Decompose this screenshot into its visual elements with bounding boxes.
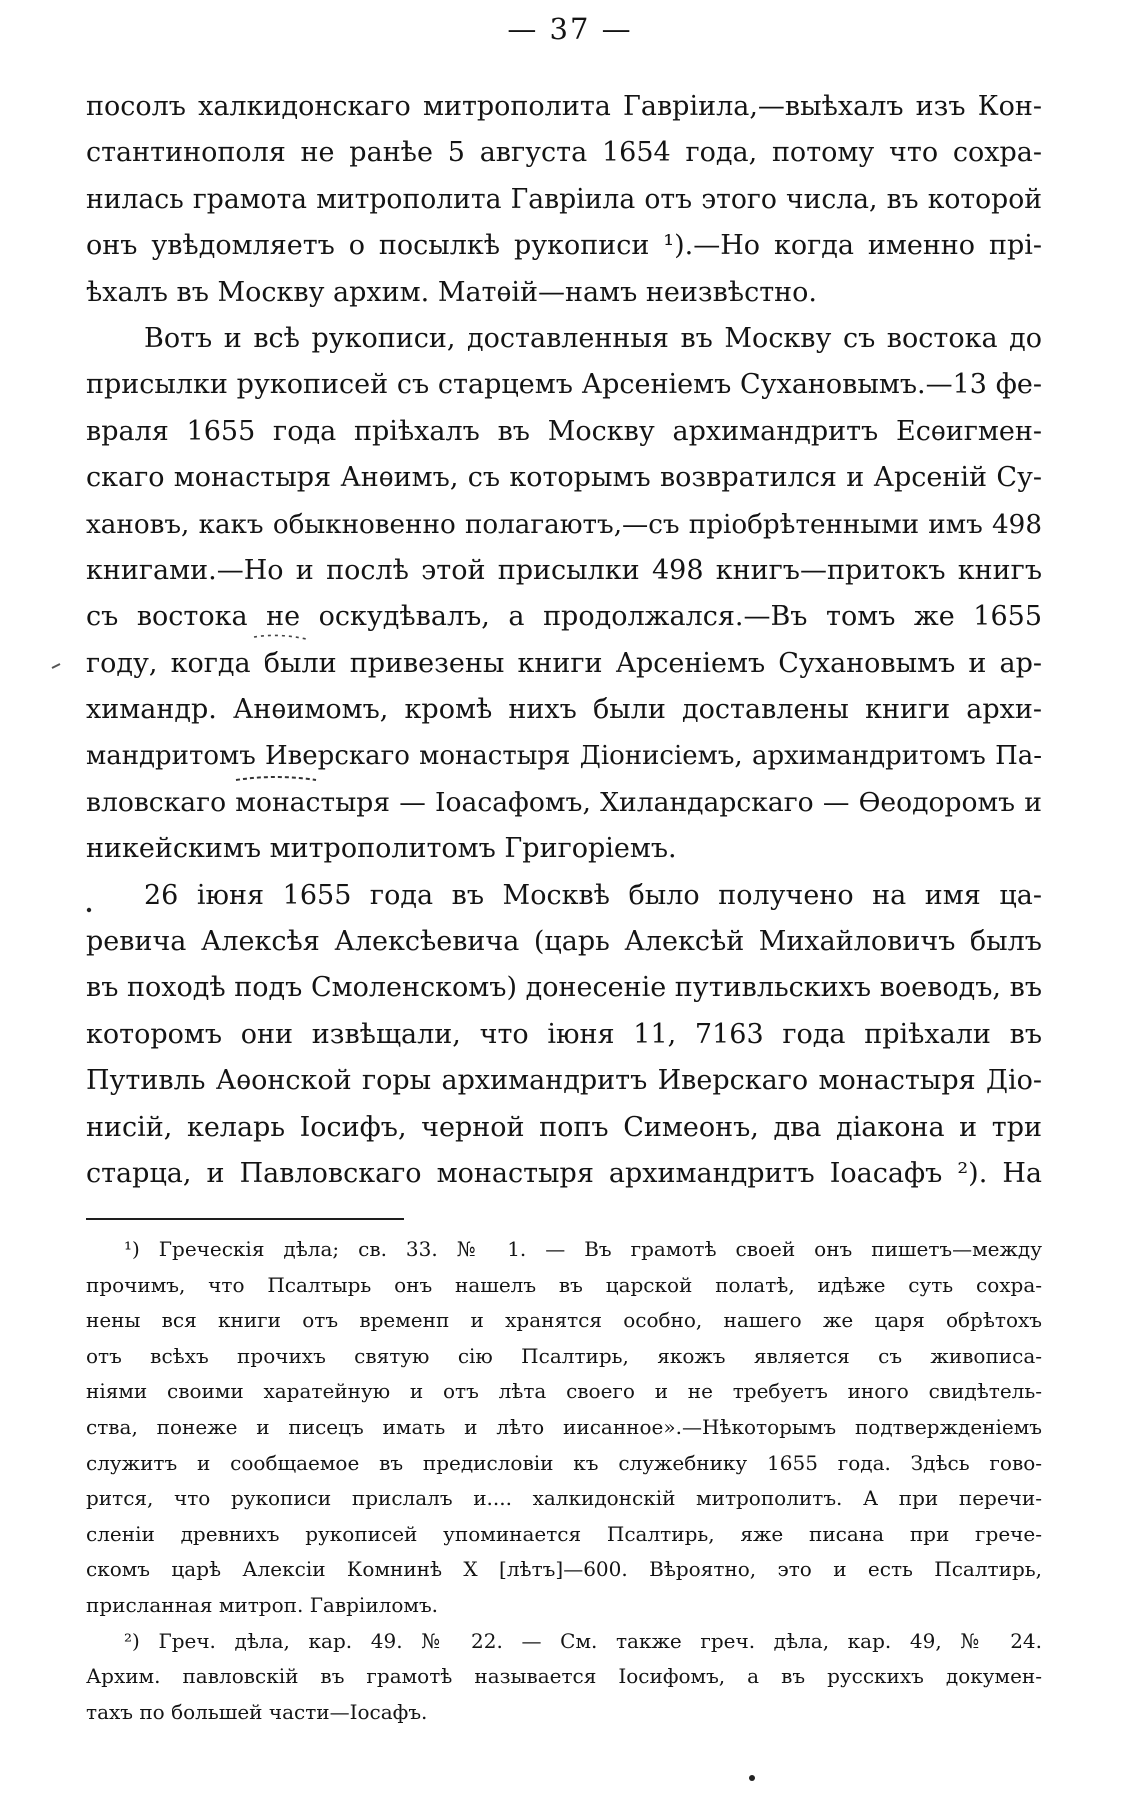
footnote-line: отъ всѣхъ прочихъ святую сію Псалтирь, якожъ является съ живописа- [86, 1343, 1042, 1368]
footnote-line: присланная митроп. Гавріиломъ. [86, 1592, 439, 1617]
footnote-line: ства, понеже и писецъ имать и лѣто иисанное».—Нѣкоторымъ подтвержденіемъ [86, 1414, 1042, 1439]
footnote-line: служитъ и сообщаемое въ предисловіи къ служебнику 1655 года. Здѣсь гово- [86, 1450, 1042, 1475]
footnotes [86, 1232, 1042, 1730]
text-line: онъ увѣдомляетъ о посылкѣ рукописи ¹).—Но когда именно прі- [86, 230, 1042, 262]
text-line: присылки рукописей съ старцемъ Арсеніемъ Сухановымъ.—13 фе- [86, 369, 1042, 401]
footnote-line: нены вся книги отъ временп и хранятся особно, нашего же царя обрѣтохъ [86, 1308, 1042, 1333]
footnote-line: скомъ царѣ Алексіи Комнинѣ X [лѣтъ]—600. Вѣроятно, это и есть Псалтирь, [86, 1557, 1042, 1582]
footnote-divider [86, 1218, 404, 1220]
paragraph-start-line: Вотъ и всѣ рукописи, доставленныя въ Москву съ востока до [144, 322, 1042, 354]
margin-mark [52, 664, 60, 668]
text-line: враля 1655 года пріѣхалъ въ Москву архимандритъ Есѳигмен- [86, 415, 1042, 447]
text-line: ѣхалъ въ Москву архим. Матѳій—намъ неизвѣстно. [86, 276, 817, 308]
text-line: нисій, келарь Іосифъ, черной попъ Симеонъ, два діакона и три [86, 1111, 1042, 1143]
footnote-line: ніями своими харатейную и отъ лѣта своего и не требуетъ иного свидѣтель- [86, 1379, 1042, 1404]
paragraph-start-line: 26 іюня 1655 года въ Москвѣ было получено на имя ца- [144, 879, 1042, 911]
text-line: скаго монастыря Анѳимъ, съ которымъ возвратился и Арсеній Су- [86, 462, 1042, 494]
text-line: стантинополя не ранѣе 5 августа 1654 года, потому что сохра- [86, 137, 1042, 169]
text-line: Путивль Аѳонской горы архимандритъ Иверскаго монастыря Діо- [86, 1065, 1042, 1097]
text-line: съ востока не оскудѣвалъ, а продолжался.—Въ томъ же 1655 [86, 601, 1042, 633]
text-line: нилась грамота митрополита Гавріила отъ этого числа, въ которой [86, 183, 1042, 215]
footnote-line: рится, что рукописи прислалъ и.... халкидонскій митрополитъ. А при перечи- [86, 1486, 1042, 1511]
footnote-line: прочимъ, что Псалтырь онъ нашелъ въ царской полатѣ, идѣже суть сохра- [86, 1272, 1042, 1297]
main-text [86, 84, 1042, 1197]
text-line: въ походѣ подъ Смоленскомъ) донесеніе путивльскихъ воеводъ, въ [86, 972, 1042, 1004]
footnote-line: сленіи древнихъ рукописей упоминается Псалтирь, яже писана при грече- [86, 1521, 1042, 1546]
text-line: книгами.—Но и послѣ этой присылки 498 книгъ—притокъ книгъ [86, 554, 1042, 586]
footnote-line: Архим. павловскій въ грамотѣ называется Іосифомъ, а въ русскихъ докумен- [86, 1664, 1042, 1689]
text-line: никейскимъ митрополитомъ Григоріемъ. [86, 833, 677, 865]
text-line: которомъ они извѣщали, что іюня 11, 7163 года пріѣхали въ [86, 1018, 1042, 1050]
ink-speck [749, 1775, 755, 1781]
text-line: году, когда были привезены книги Арсеніемъ Сухановымъ и ар- [86, 647, 1042, 679]
text-line: вловскаго монастыря — Іоасафомъ, Хиландарскаго — Ѳеодоромъ и [86, 786, 1042, 818]
text-line: ревича Алексѣя Алексѣевича (царь Алексѣй Михайловичъ былъ [86, 926, 1042, 958]
text-line: мандритомъ Иверскаго монастыря Діонисіемъ, архимандритомъ Па- [86, 741, 1042, 772]
page-number: — 37 — [507, 12, 633, 46]
text-line: посолъ халкидонскаго митрополита Гавріила,—выѣхалъ изъ Кон- [86, 91, 1042, 122]
footnote-2-start: ²) Греч. дѣла, кар. 49. № 22. — См. также греч. дѣла, кар. 49, № 24. [124, 1628, 1042, 1653]
footnote-1-start: ¹) Греческія дѣла; св. 33. № 1. — Въ грамотѣ своей онъ пишетъ—между [124, 1237, 1042, 1261]
footnote-line: тахъ по большей части—Іосафъ. [86, 1699, 428, 1724]
text-line: старца, и Павловскаго монастыря архимандритъ Іоасафъ ²). На [86, 1157, 1042, 1189]
text-line: хановъ, какъ обыкновенно полагаютъ,—съ пріобрѣтенными имъ 498 [86, 509, 1042, 540]
text-line: химандр. Анѳимомъ, кромѣ нихъ были доставлены книги архи- [86, 694, 1042, 726]
